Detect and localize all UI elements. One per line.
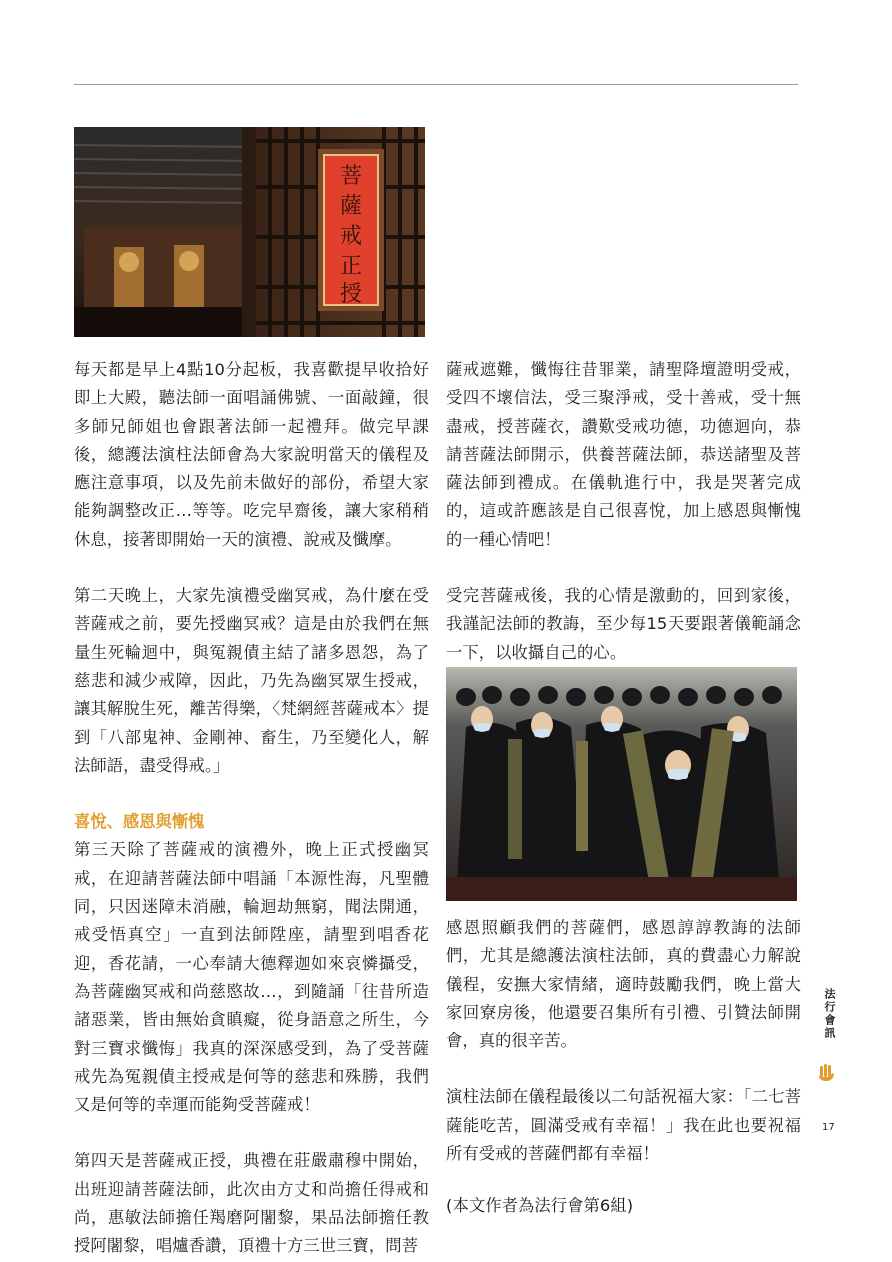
sign-char: 戒 bbox=[339, 224, 363, 249]
header-divider bbox=[74, 84, 798, 85]
sign-char: 正 bbox=[339, 254, 363, 279]
paragraph: 第二天晚上，大家先演禮受幽冥戒，為什麼在受菩薩戒之前，要先授幽冥戒？這是由於我們在無量生死輪迴中，與冤親債主結了諸多恩怨，為了慈悲和減少戒障，因此，乃先為幽冥眾生授戒，讓其解脫生死，離苦得樂，〈梵網經菩薩戒本〉提到「八部鬼神、金剛神、畜生，乃至變化人，解法師語，盡受得戒。」 bbox=[74, 586, 429, 775]
author-note: (本文作者為法行會第6組) bbox=[446, 1196, 634, 1216]
paragraph: 受完菩薩戒後，我的心情是激動的，回到家後，我謹記法師的教誨，至少每15天要跟著儀範誦念一下，以收攝自己的心。 bbox=[446, 586, 801, 662]
sign-char: 薩 bbox=[339, 194, 363, 219]
paragraph: 第三天除了菩薩戒的演禮外，晚上正式授幽冥戒，在迎請菩薩法師中唱誦「本源性海，凡聖體同，只因迷障未消融，輪迴劫無窮，聞法開通，戒受悟真空」一直到法師陞座，請聖到唱香花迎，香花請，一心奉請大德釋迦如來哀憐攝受，為菩薩幽冥戒和尚慈愍故…，到隨誦「往昔所造諸惡業，皆由無始貪瞋癡，從身語意之所生，今對三寶求懺悔」我真的深深感受到，為了受菩薩戒先為冤親債主授戒是何等的慈悲和殊勝，我們又是何等的幸運而能夠受菩薩戒！ bbox=[74, 840, 429, 1115]
section-heading: 喜悅、感恩與慚愧 bbox=[74, 812, 205, 832]
paragraph: 第四天是菩薩戒正授，典禮在莊嚴肅穆中開始，出班迎請菩薩法師，此次由方丈和尚擔任得戒和尚，惠敏法師擔任羯磨阿闍黎，果品法師擔任教授阿闍黎，唱爐香讚，頂禮十方三世三寶，問菩 bbox=[74, 1151, 429, 1256]
hand-logo-icon bbox=[817, 1062, 837, 1082]
page-number: 17 bbox=[822, 1122, 835, 1133]
paragraph: 感恩照顧我們的菩薩們，感恩諄諄教誨的法師們，尤其是總護法演柱法師，真的費盡心力解說儀程，安撫大家情緒，適時鼓勵我們，晚上當大家回寮房後，他還要召集所有引禮、引贊法師開會，真的很辛苦。 bbox=[446, 918, 801, 1051]
paragraph: 演柱法師在儀程最後以二句話祝福大家：「二七菩薩能吃苦，圓滿受戒有幸福！」我在此也要祝福所有受戒的菩薩們都有幸福！ bbox=[446, 1087, 801, 1164]
sign-char: 授 bbox=[339, 282, 363, 307]
paragraph: 每天都是早上4點10分起板，我喜歡提早收拾好即上大殿，聽法師一面唱誦佛號、一面敲鐘，很多師兄師姐也會跟著法師一起禮拜。做完早課後，總護法演柱法師會為大家說明當天的儀程及應注意事項，以及先前未做好的部份，希望大家能夠調整改正…等等。吃完早齋後，讓大家稍稍休息，接著即開始一天的演禮、說戒及懺摩。 bbox=[74, 360, 429, 549]
ordination-sign-photo bbox=[74, 127, 425, 337]
paragraph: 薩戒遮難，懺悔往昔罪業，請聖降壇證明受戒，受四不壞信法，受三聚淨戒，受十善戒，受十無盡戒，授菩薩衣，讚歎受戒功德，功德迴向，恭請菩薩法師開示，供養菩薩法師，恭送諸聖及菩薩法師到禮成。在儀軌進行中，我是哭著完成的，這或許應該是自己很喜悅，加上感恩與慚愧的一種心情吧！ bbox=[446, 360, 801, 549]
article-right-column-bottom bbox=[446, 914, 801, 1221]
article-left-column bbox=[74, 356, 429, 1261]
sign-char: 菩 bbox=[339, 164, 363, 189]
ceremony-participants-photo bbox=[446, 667, 797, 901]
publication-title: 法行會訊 bbox=[823, 988, 836, 1040]
article-right-column-top bbox=[446, 356, 801, 667]
